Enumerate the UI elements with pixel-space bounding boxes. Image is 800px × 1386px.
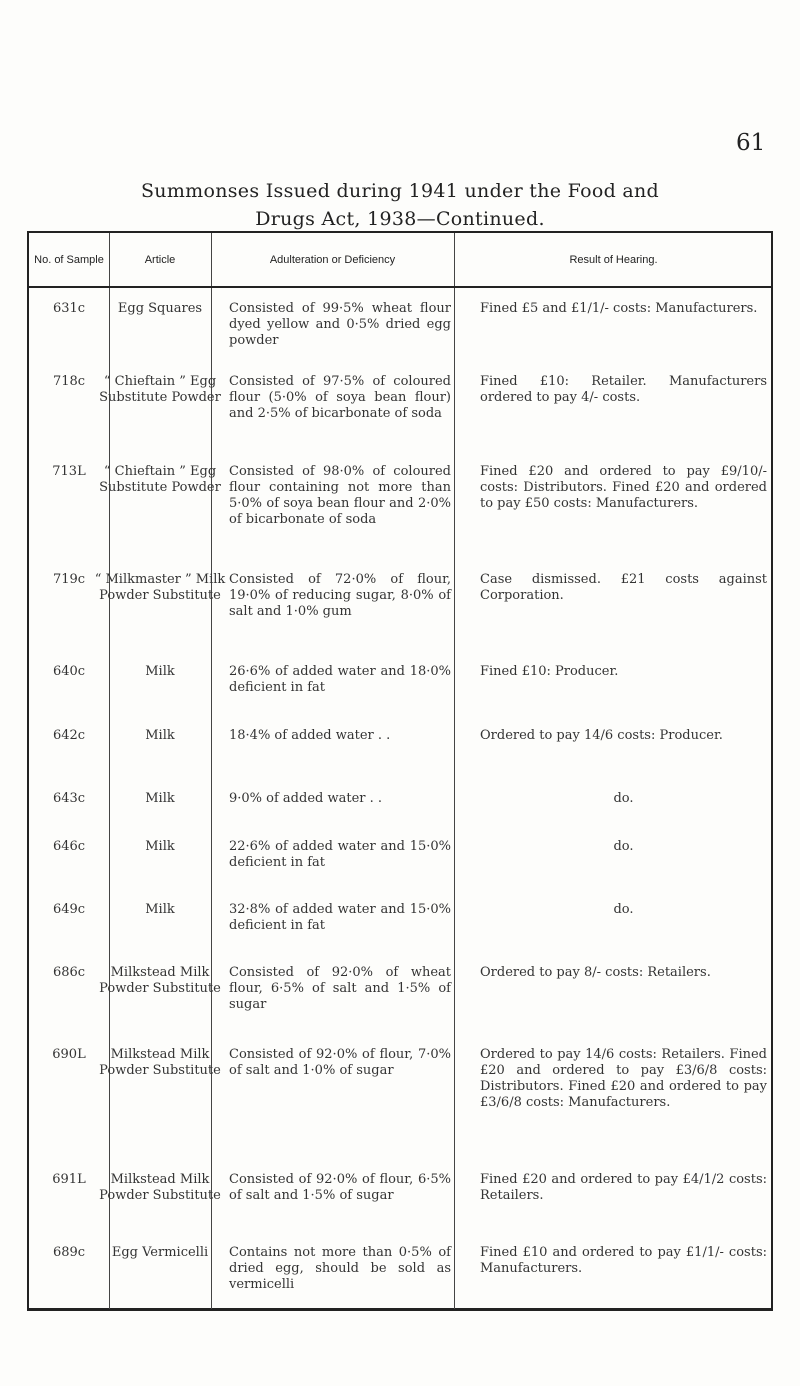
row-result: Ordered to pay 8/- costs: Retailers.: [480, 965, 711, 980]
row-sample-no: 631c: [52, 301, 86, 316]
row-result: do.: [613, 839, 634, 854]
row-article: Milk: [145, 664, 175, 679]
row-adulteration: 22·6% of added water and 15·0% deficient in fat: [229, 839, 451, 870]
row-article: Egg Vermicelli: [111, 1245, 209, 1260]
row-article: Milk: [145, 728, 175, 743]
row-sample-no: 643c: [52, 791, 86, 806]
row-sample-no: 690L: [52, 1047, 86, 1062]
header-no: No. of Sample: [34, 254, 104, 267]
row-result: Case dismissed. £21 costs against Corporation.: [480, 572, 767, 603]
row-adulteration: Consisted of 97·5% of coloured flour (5·0% of soya bean flour) and 2·5% of bicarbonate of soda: [229, 374, 451, 421]
summonses-table: [27, 231, 773, 1311]
row-result: Ordered to pay 14/6 costs: Retailers. Fined £20 and ordered to pay £3/6/8 costs: Distributors. Fined £20 and ordered to pay £3/6/8 costs: Manufacturers.: [480, 1047, 767, 1110]
row-sample-no: 713L: [52, 464, 86, 479]
row-sample-no: 642c: [52, 728, 86, 743]
row-sample-no: 686c: [52, 965, 86, 980]
row-adulteration: Contains not more than 0·5% of dried egg, should be sold as vermicelli: [229, 1245, 451, 1292]
row-sample-no: 689c: [52, 1245, 86, 1260]
row-adulteration: Consisted of 92·0% of wheat flour, 6·5% of salt and 1·5% of sugar: [229, 965, 451, 1012]
row-result: Fined £20 and ordered to pay £4/1/2 costs: Retailers.: [480, 1172, 767, 1203]
row-sample-no: 719c: [52, 572, 86, 587]
row-article: Milkstead Milk Powder Substitute: [99, 1047, 221, 1078]
row-article: Milk: [145, 902, 175, 917]
row-result: Fined £10: Producer.: [480, 664, 619, 679]
row-sample-no: 640c: [52, 664, 86, 679]
row-article: “ Chieftain ” Egg Substitute Powder: [99, 464, 221, 495]
row-result: Fined £5 and £1/1/- costs: Manufacturers.: [480, 301, 758, 316]
row-adulteration: 32·8% of added water and 15·0% deficient in fat: [229, 902, 451, 933]
row-result: Ordered to pay 14/6 costs: Producer.: [480, 728, 723, 743]
row-result: Fined £10 and ordered to pay £1/1/- costs: Manufacturers.: [480, 1245, 767, 1276]
page-subtitle: Drugs Act, 1938—Continued.: [255, 208, 545, 230]
row-result: Fined £10: Retailer. Manufacturers ordered to pay 4/- costs.: [480, 374, 767, 405]
page-number: 61: [736, 130, 766, 156]
header-rule: [29, 286, 771, 288]
row-result: do.: [613, 902, 634, 917]
header-article: Article: [144, 254, 176, 267]
row-adulteration: 9·0% of added water . .: [229, 791, 383, 806]
row-adulteration: Consisted of 92·0% of flour, 7·0% of salt and 1·0% of sugar: [229, 1047, 451, 1078]
header-adulteration: Adulteration or Deficiency: [269, 254, 396, 267]
row-sample-no: 718c: [52, 374, 86, 389]
header-result: Result of Hearing.: [569, 254, 658, 267]
row-result: do.: [613, 791, 634, 806]
row-article: “ Milkmaster ” Milk Powder Substitute: [94, 572, 226, 603]
row-sample-no: 649c: [52, 902, 86, 917]
row-adulteration: Consisted of 99·5% wheat flour dyed yellow and 0·5% dried egg powder: [229, 301, 451, 348]
row-sample-no: 646c: [52, 839, 86, 854]
row-result: Fined £20 and ordered to pay £9/10/- costs: Distributors. Fined £20 and ordered to pay £50 costs: Manufacturers.: [480, 464, 767, 511]
row-adulteration: Consisted of 92·0% of flour, 6·5% of salt and 1·5% of sugar: [229, 1172, 451, 1203]
row-adulteration: 18·4% of added water . .: [229, 728, 391, 743]
row-article: Milk: [145, 839, 175, 854]
row-adulteration: Consisted of 98·0% of coloured flour containing not more than 5·0% of soya bean flour and 2·0% of bicarbonate of soda: [229, 464, 451, 527]
row-adulteration: 26·6% of added water and 18·0% deficient in fat: [229, 664, 451, 695]
row-article: Milkstead Milk Powder Substitute: [99, 965, 221, 996]
row-article: Egg Squares: [117, 301, 203, 316]
row-adulteration: Consisted of 72·0% of flour, 19·0% of reducing sugar, 8·0% of salt and 1·0% gum: [229, 572, 451, 619]
row-article: Milkstead Milk Powder Substitute: [99, 1172, 221, 1203]
column-divider: [454, 233, 455, 1309]
row-article: “ Chieftain ” Egg Substitute Powder: [99, 374, 221, 405]
page-title: Summonses Issued during 1941 under the Food and: [140, 180, 660, 202]
row-article: Milk: [145, 791, 175, 806]
row-sample-no: 691L: [52, 1172, 86, 1187]
